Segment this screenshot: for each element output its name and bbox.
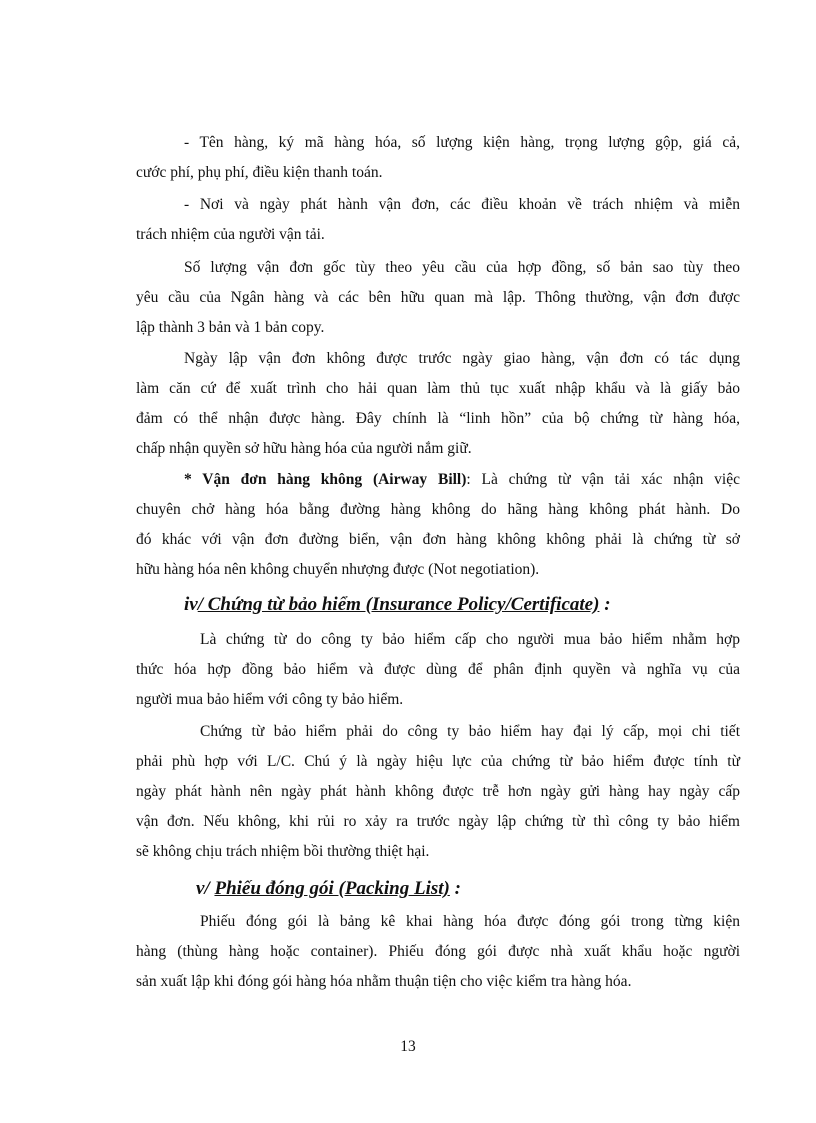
text-line bbox=[136, 465, 740, 495]
text-line: Phiếu đóng gói là bảng kê khai hàng hóa được đóng gói trong từng kiện bbox=[200, 913, 740, 930]
paragraph-insurance-rules bbox=[136, 717, 740, 867]
airway-bill-definition: : Là chứng từ vận tải xác nhận việc bbox=[466, 471, 740, 488]
page-number: 13 bbox=[400, 1038, 416, 1055]
paragraph-insurance-definition bbox=[136, 625, 740, 715]
text-line: đảm có thể nhận được hàng. Đây chính là “linh hồn” của bộ chứng từ hàng hóa, bbox=[136, 410, 740, 427]
heading-prefix: iv bbox=[184, 594, 198, 615]
airway-bill-term: * Vận đơn hàng không (Airway Bill) bbox=[184, 471, 467, 488]
text-line: sản xuất lập khi đóng gói hàng hóa nhằm thuận tiện cho việc kiểm tra hàng hóa. bbox=[136, 973, 632, 990]
heading-title: Phiếu đóng gói (Packing List) bbox=[214, 878, 450, 899]
text-line: trách nhiệm của người vận tải. bbox=[136, 226, 325, 243]
paragraph-packing-list bbox=[136, 907, 740, 997]
paragraph-original-copies bbox=[136, 253, 740, 343]
text-line: sẽ không chịu trách nhiệm bồi thường thiệt hại. bbox=[136, 843, 430, 860]
section-heading-insurance bbox=[184, 592, 611, 618]
paragraph-bill-date bbox=[136, 344, 740, 464]
text-line: Chứng từ bảo hiểm phải do công ty bảo hiểm hay đại lý cấp, mọi chi tiết bbox=[200, 723, 740, 740]
text-line: - Tên hàng, ký mã hàng hóa, số lượng kiện hàng, trọng lượng gộp, giá cả, bbox=[184, 134, 740, 151]
text-line: thức hóa hợp đồng bảo hiểm và được dùng để phân định quyền và nghĩa vụ của bbox=[136, 661, 740, 678]
text-line: chuyên chở hàng hóa bằng đường hàng không do hãng hàng không phát hành. Do bbox=[136, 501, 740, 518]
heading-suffix: : bbox=[599, 594, 611, 615]
text-line: ngày phát hành nên ngày phát hành không được trễ hơn ngày gửi hàng hay ngày cấp bbox=[136, 783, 740, 800]
text-line: làm căn cứ để xuất trình cho hải quan làm thủ tục xuất nhập khẩu và là giấy bảo bbox=[136, 380, 740, 397]
paragraph-airway-bill bbox=[136, 465, 740, 585]
heading-prefix: v/ bbox=[196, 878, 215, 899]
text-line: hữu hàng hóa nên không chuyển nhượng được (Not negotiation). bbox=[136, 561, 540, 578]
text-line: lập thành 3 bản và 1 bản copy. bbox=[136, 319, 325, 336]
section-heading-packing-list bbox=[196, 876, 461, 902]
heading-suffix: : bbox=[449, 878, 461, 899]
paragraph-issue-place bbox=[136, 190, 740, 250]
text-line: yêu cầu của Ngân hàng và các bên hữu quan mà lập. Thông thường, vận đơn được bbox=[136, 289, 740, 306]
text-line: hàng (thùng hàng hoặc container). Phiếu đóng gói được nhà xuất khẩu hoặc người bbox=[136, 943, 740, 960]
heading-title: / Chứng từ bảo hiểm (Insurance Policy/Certificate) bbox=[197, 594, 600, 615]
text-line: phải phù hợp với L/C. Chú ý là ngày hiệu lực của chứng từ bảo hiểm được tính từ bbox=[136, 753, 740, 770]
text-line: - Nơi và ngày phát hành vận đơn, các điều khoản về trách nhiệm và miễn bbox=[184, 196, 740, 213]
text-line: vận đơn. Nếu không, khi rủi ro xảy ra trước ngày lập chứng từ thì công ty bảo hiểm bbox=[136, 813, 740, 830]
text-line: chấp nhận quyền sở hữu hàng hóa của người nắm giữ. bbox=[136, 440, 472, 457]
text-line: cước phí, phụ phí, điều kiện thanh toán. bbox=[136, 164, 383, 181]
text-line: đó khác với vận đơn đường biển, vận đơn hàng không không phải là chứng từ sở bbox=[136, 531, 740, 548]
text-line: Số lượng vận đơn gốc tùy theo yêu cầu của hợp đồng, số bản sao tùy theo bbox=[184, 259, 740, 276]
text-line: người mua bảo hiểm với công ty bảo hiểm. bbox=[136, 691, 404, 708]
text-line: Ngày lập vận đơn không được trước ngày giao hàng, vận đơn có tác dụng bbox=[184, 350, 740, 367]
paragraph-goods-details bbox=[136, 128, 740, 188]
text-line: Là chứng từ do công ty bảo hiểm cấp cho người mua bảo hiểm nhằm hợp bbox=[200, 631, 740, 648]
